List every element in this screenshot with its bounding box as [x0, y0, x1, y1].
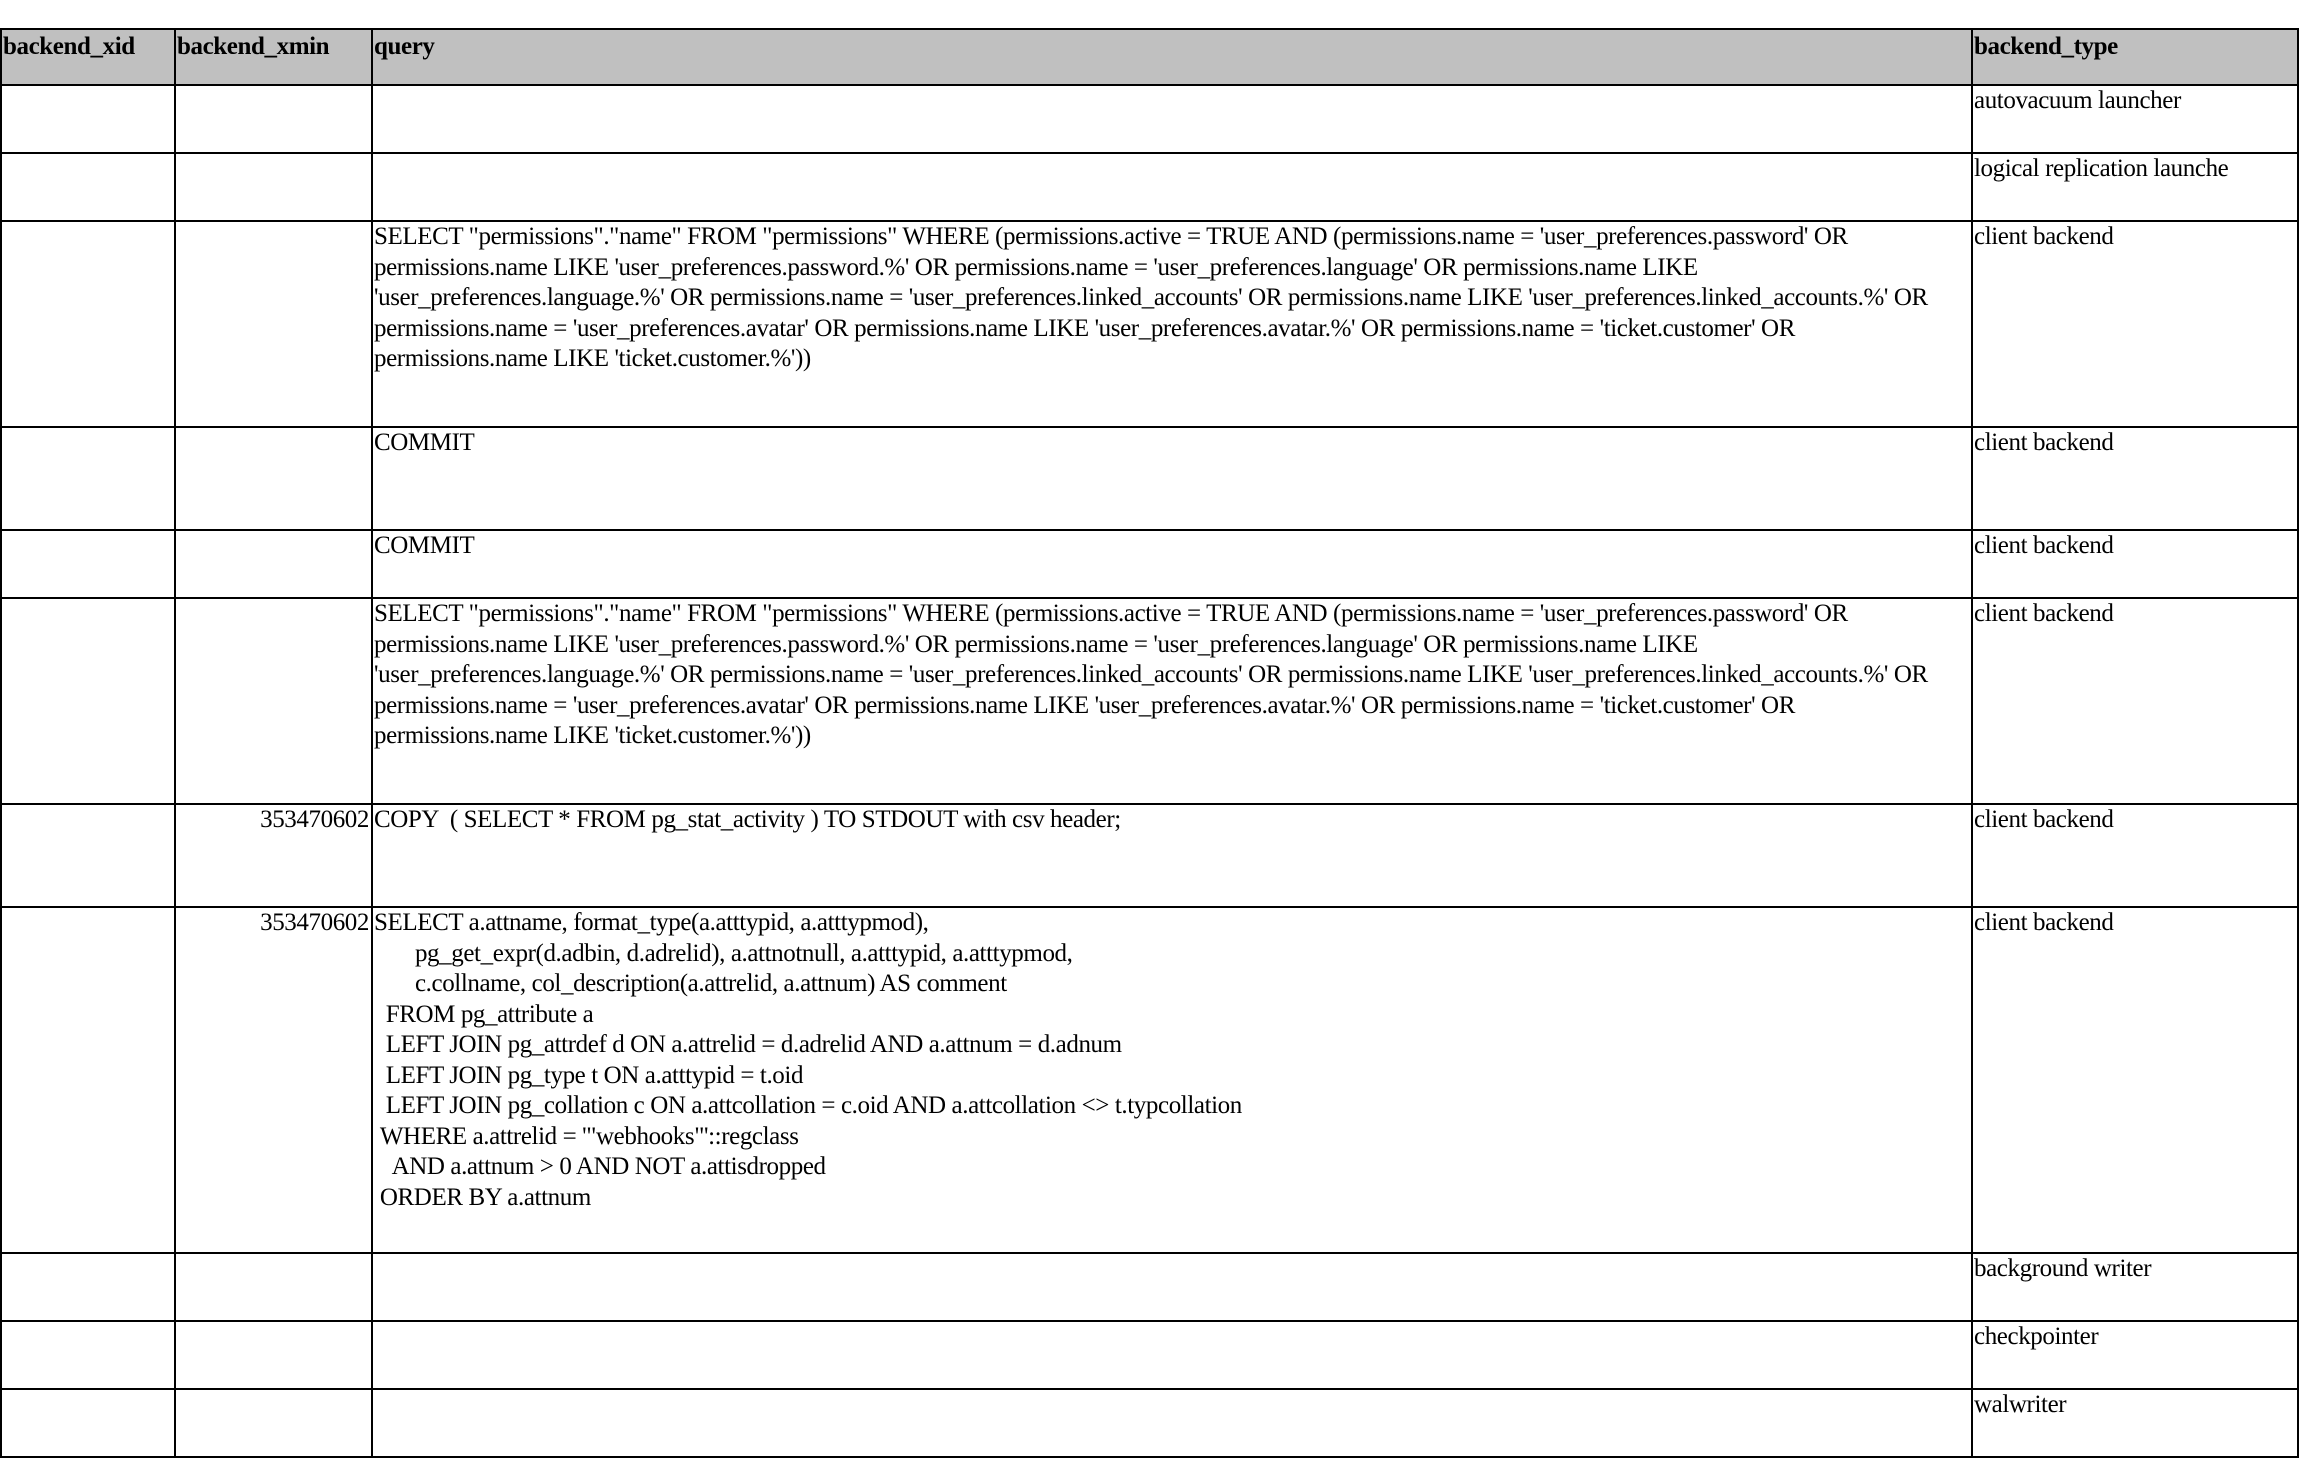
cell-query: SELECT "permissions"."name" FROM "permissions" WHERE (permissions.active = TRUE AND (permissions.name = 'user_preferences.password' OR permissions.name LIKE 'user_preferences.password.%' OR permissions.name = 'user_preferences.language' OR permissions.name LIKE 'user_preferences.language.%' OR permissions.name = 'user_preferences.linked_accounts' OR permissions.name LIKE 'user_preferences.linked_accounts.%' OR permissions.name = 'user_preferences.avatar' OR permissions.name LIKE 'user_preferences.avatar.%' OR permissions.name = 'ticket.customer' OR permissions.name LIKE 'ticket.customer.%')) [372, 221, 1972, 427]
cell-backend-xid [1, 153, 175, 221]
cell-backend-type: checkpointer [1972, 1321, 2298, 1389]
table-row [1, 1253, 2298, 1321]
cell-backend-xid [1, 1389, 175, 1457]
cell-backend-xmin [175, 221, 372, 427]
cell-query: COPY ( SELECT * FROM pg_stat_activity ) TO STDOUT with csv header; [372, 804, 1972, 907]
cell-backend-xid [1, 804, 175, 907]
cell-query [372, 1253, 1972, 1321]
cell-backend-type: client backend [1972, 804, 2298, 907]
cell-backend-xid [1, 85, 175, 153]
cell-backend-xmin [175, 530, 372, 598]
cell-query: SELECT a.attname, format_type(a.atttypid, a.atttypmod), pg_get_expr(d.adbin, d.adrelid), a.attnotnull, a.atttypid, a.atttypmod, c.collname, col_description(a.attrelid, a.attnum) AS comment FROM pg_attribute a LEFT JOIN pg_attrdef d ON a.attrelid = d.adrelid AND a.attnum = d.adnum LEFT JOIN pg_type t ON a.atttypid = t.oid LEFT JOIN pg_collation c ON a.attcollation = c.oid AND a.attcollation <> t.typcollation WHERE a.attrelid = '"webhooks"'::regclass AND a.attnum > 0 AND NOT a.attisdropped ORDER BY a.attnum [372, 907, 1972, 1253]
table-row [1, 598, 2298, 804]
cell-backend-xmin [175, 85, 372, 153]
cell-backend-xmin [175, 1321, 372, 1389]
cell-backend-type: client backend [1972, 427, 2298, 530]
cell-query [372, 85, 1972, 153]
cell-backend-xid [1, 530, 175, 598]
cell-query: SELECT "permissions"."name" FROM "permissions" WHERE (permissions.active = TRUE AND (permissions.name = 'user_preferences.password' OR permissions.name LIKE 'user_preferences.password.%' OR permissions.name = 'user_preferences.language' OR permissions.name LIKE 'user_preferences.language.%' OR permissions.name = 'user_preferences.linked_accounts' OR permissions.name LIKE 'user_preferences.linked_accounts.%' OR permissions.name = 'user_preferences.avatar' OR permissions.name LIKE 'user_preferences.avatar.%' OR permissions.name = 'ticket.customer' OR permissions.name LIKE 'ticket.customer.%')) [372, 598, 1972, 804]
cell-backend-type: logical replication launche [1972, 153, 2298, 221]
cell-backend-xmin [175, 1389, 372, 1457]
cell-backend-type: client backend [1972, 221, 2298, 427]
table-row [1, 1321, 2298, 1389]
cell-query: COMMIT [372, 530, 1972, 598]
cell-backend-type: autovacuum launcher [1972, 85, 2298, 153]
column-header-backend-xid: backend_xid [1, 29, 175, 85]
table-row [1, 907, 2298, 1253]
table-row [1, 85, 2298, 153]
activity-table [0, 28, 2299, 1458]
header-row [1, 29, 2298, 85]
cell-backend-type: client backend [1972, 598, 2298, 804]
cell-query [372, 153, 1972, 221]
cell-backend-type: client backend [1972, 907, 2298, 1253]
table-row [1, 1389, 2298, 1457]
cell-backend-xid [1, 221, 175, 427]
cell-backend-xid [1, 1253, 175, 1321]
table-row [1, 427, 2298, 530]
cell-backend-xid [1, 907, 175, 1253]
cell-backend-type: client backend [1972, 530, 2298, 598]
table-row [1, 530, 2298, 598]
cell-backend-xmin [175, 598, 372, 804]
cell-backend-xmin [175, 1253, 372, 1321]
cell-backend-xid [1, 1321, 175, 1389]
table-row [1, 153, 2298, 221]
column-header-backend-type: backend_type [1972, 29, 2298, 85]
cell-backend-xid [1, 598, 175, 804]
cell-query [372, 1321, 1972, 1389]
cell-backend-xmin [175, 427, 372, 530]
cell-backend-type: background writer [1972, 1253, 2298, 1321]
cell-backend-xmin [175, 153, 372, 221]
table-row [1, 804, 2298, 907]
cell-backend-xmin: 353470602 [175, 907, 372, 1253]
column-header-query: query [372, 29, 1972, 85]
column-header-backend-xmin: backend_xmin [175, 29, 372, 85]
table-row [1, 221, 2298, 427]
cell-query [372, 1389, 1972, 1457]
cell-backend-type: walwriter [1972, 1389, 2298, 1457]
cell-backend-xmin: 353470602 [175, 804, 372, 907]
cell-backend-xid [1, 427, 175, 530]
cell-query: COMMIT [372, 427, 1972, 530]
